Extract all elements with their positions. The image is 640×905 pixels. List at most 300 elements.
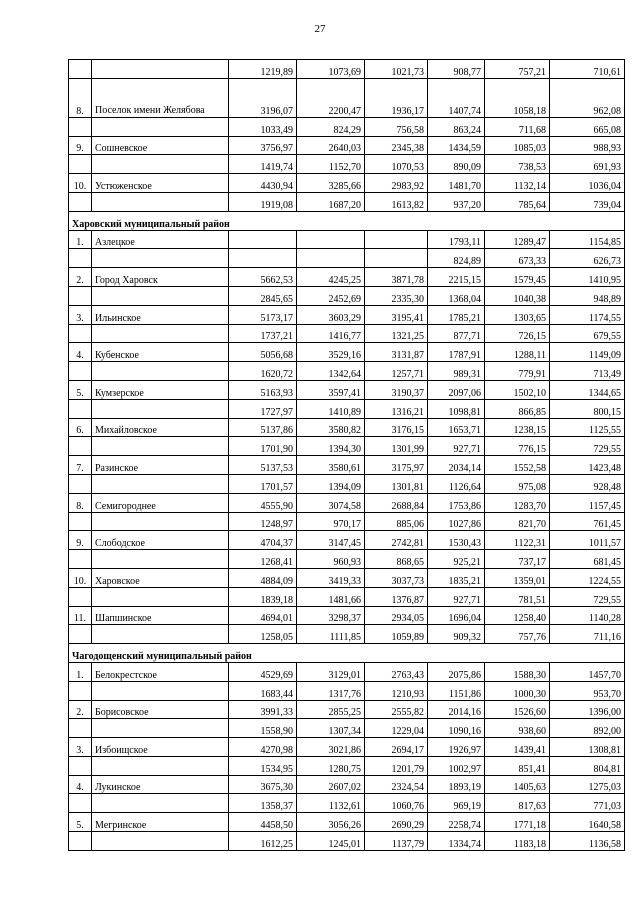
value-cell: 928,48 <box>550 474 625 493</box>
value-cell: 2335,30 <box>365 286 428 305</box>
value-cell: 2607,02 <box>297 775 365 794</box>
row-number <box>69 794 92 813</box>
table-row <box>69 832 625 851</box>
value-cell: 4529,69 <box>229 662 297 681</box>
value-cell: 1893,19 <box>428 775 485 794</box>
settlement-name: Борисовское <box>92 700 229 719</box>
district-name: Харовский муниципальный район <box>69 211 625 230</box>
value-cell: 3195,41 <box>365 305 428 324</box>
value-cell: 3871,78 <box>365 268 428 287</box>
row-number <box>69 512 92 531</box>
settlement-name <box>92 192 229 211</box>
value-cell: 691,93 <box>550 155 625 174</box>
value-cell: 2688,84 <box>365 493 428 512</box>
row-number: 1. <box>69 230 92 249</box>
value-cell: 711,68 <box>485 117 550 136</box>
value-cell <box>297 230 365 249</box>
value-cell: 1303,65 <box>485 305 550 324</box>
value-cell: 927,71 <box>428 587 485 606</box>
value-cell: 3675,30 <box>229 775 297 794</box>
settlement-name <box>92 681 229 700</box>
value-cell: 1530,43 <box>428 531 485 550</box>
value-cell: 1394,09 <box>297 474 365 493</box>
value-cell: 1839,18 <box>229 587 297 606</box>
value-cell: 3175,97 <box>365 456 428 475</box>
settlement-name <box>92 512 229 531</box>
value-cell: 1376,87 <box>365 587 428 606</box>
value-cell: 1653,71 <box>428 418 485 437</box>
value-cell: 3756,97 <box>229 136 297 155</box>
settlement-name <box>92 286 229 305</box>
value-cell <box>229 230 297 249</box>
value-cell: 1701,57 <box>229 474 297 493</box>
value-cell: 2934,05 <box>365 606 428 625</box>
table-row <box>69 380 625 399</box>
settlement-name: Азлецкое <box>92 230 229 249</box>
value-cell: 938,60 <box>485 719 550 738</box>
value-cell: 1640,58 <box>550 813 625 832</box>
value-cell: 1070,53 <box>365 155 428 174</box>
settlement-name: Семигороднее <box>92 493 229 512</box>
value-cell: 1419,74 <box>229 155 297 174</box>
row-number: 10. <box>69 174 92 193</box>
value-cell: 1140,28 <box>550 606 625 625</box>
table-row <box>69 399 625 418</box>
value-cell: 1526,60 <box>485 700 550 719</box>
value-cell: 1579,45 <box>485 268 550 287</box>
value-cell: 713,49 <box>550 362 625 381</box>
settlement-name <box>92 794 229 813</box>
settlement-name: Белокрестское <box>92 662 229 681</box>
value-cell: 800,15 <box>550 399 625 418</box>
value-cell: 1588,30 <box>485 662 550 681</box>
value-cell: 821,70 <box>485 512 550 531</box>
value-cell: 1926,97 <box>428 738 485 757</box>
value-cell: 1149,09 <box>550 343 625 362</box>
settlement-name: Кубенское <box>92 343 229 362</box>
value-cell: 1073,69 <box>297 60 365 79</box>
table-row <box>69 512 625 531</box>
row-number: 4. <box>69 343 92 362</box>
settlement-name: Харовское <box>92 568 229 587</box>
value-cell: 909,32 <box>428 625 485 644</box>
value-cell: 3603,29 <box>297 305 365 324</box>
value-cell: 2097,06 <box>428 380 485 399</box>
value-cell: 892,00 <box>550 719 625 738</box>
row-number: 4. <box>69 775 92 794</box>
value-cell: 681,45 <box>550 550 625 569</box>
value-cell: 1434,59 <box>428 136 485 155</box>
value-cell: 2855,25 <box>297 700 365 719</box>
row-number <box>69 832 92 851</box>
row-number: 2. <box>69 700 92 719</box>
value-cell: 1502,10 <box>485 380 550 399</box>
row-number: 5. <box>69 813 92 832</box>
table-row <box>69 268 625 287</box>
value-cell: 3021,86 <box>297 738 365 757</box>
settlement-name <box>92 756 229 775</box>
value-cell: 1407,74 <box>428 78 485 117</box>
value-cell: 4245,25 <box>297 268 365 287</box>
row-number: 8. <box>69 493 92 512</box>
value-cell: 5137,86 <box>229 418 297 437</box>
settlement-name: Михайловское <box>92 418 229 437</box>
row-number: 2. <box>69 268 92 287</box>
value-cell: 1358,37 <box>229 794 297 813</box>
table-row <box>69 662 625 681</box>
value-cell: 1280,75 <box>297 756 365 775</box>
settlement-name <box>92 362 229 381</box>
value-cell: 1058,18 <box>485 78 550 117</box>
settlement-name <box>92 437 229 456</box>
settlement-name <box>92 587 229 606</box>
settlement-name <box>92 625 229 644</box>
row-number <box>69 362 92 381</box>
settlement-name: Разинское <box>92 456 229 475</box>
value-cell: 1245,01 <box>297 832 365 851</box>
row-number <box>69 756 92 775</box>
value-cell: 1033,49 <box>229 117 297 136</box>
settlement-name: Слободское <box>92 531 229 550</box>
value-cell: 1368,04 <box>428 286 485 305</box>
settlement-name: Шапшинское <box>92 606 229 625</box>
value-cell: 1344,65 <box>550 380 625 399</box>
value-cell: 3190,37 <box>365 380 428 399</box>
value-cell: 1439,41 <box>485 738 550 757</box>
table-row <box>69 550 625 569</box>
district-header-row <box>69 644 625 663</box>
value-cell: 3298,37 <box>297 606 365 625</box>
table-row <box>69 719 625 738</box>
value-cell: 1753,86 <box>428 493 485 512</box>
value-cell: 5662,53 <box>229 268 297 287</box>
value-cell <box>229 249 297 268</box>
value-cell: 2258,74 <box>428 813 485 832</box>
value-cell: 877,71 <box>428 324 485 343</box>
value-cell: 989,31 <box>428 362 485 381</box>
value-cell: 1289,47 <box>485 230 550 249</box>
value-cell: 1257,71 <box>365 362 428 381</box>
value-cell: 1727,97 <box>229 399 297 418</box>
row-number <box>69 399 92 418</box>
settlement-name <box>92 399 229 418</box>
value-cell: 4694,01 <box>229 606 297 625</box>
value-cell: 2345,38 <box>365 136 428 155</box>
value-cell: 3147,45 <box>297 531 365 550</box>
value-cell: 1534,95 <box>229 756 297 775</box>
table-row <box>69 418 625 437</box>
value-cell: 3129,01 <box>297 662 365 681</box>
value-cell: 2742,81 <box>365 531 428 550</box>
value-cell: 1394,30 <box>297 437 365 456</box>
row-number: 3. <box>69 738 92 757</box>
value-cell: 1152,70 <box>297 155 365 174</box>
value-cell: 729,55 <box>550 587 625 606</box>
value-cell: 757,76 <box>485 625 550 644</box>
value-cell: 1132,14 <box>485 174 550 193</box>
district-header-row <box>69 211 625 230</box>
value-cell: 726,15 <box>485 324 550 343</box>
table-row <box>69 192 625 211</box>
value-cell: 866,85 <box>485 399 550 418</box>
value-cell: 890,09 <box>428 155 485 174</box>
value-cell: 1132,61 <box>297 794 365 813</box>
value-cell: 626,73 <box>550 249 625 268</box>
value-cell: 5137,53 <box>229 456 297 475</box>
district-name: Чагодощенский муниципальный район <box>69 644 625 663</box>
value-cell: 673,33 <box>485 249 550 268</box>
value-cell: 962,08 <box>550 78 625 117</box>
table-row <box>69 136 625 155</box>
value-cell: 1405,63 <box>485 775 550 794</box>
table-row <box>69 756 625 775</box>
table-row <box>69 155 625 174</box>
row-number <box>69 625 92 644</box>
table-row <box>69 60 625 79</box>
tariff-table <box>68 59 625 851</box>
value-cell: 710,61 <box>550 60 625 79</box>
value-cell: 908,77 <box>428 60 485 79</box>
table-row <box>69 230 625 249</box>
table-body <box>69 60 625 851</box>
value-cell: 756,58 <box>365 117 428 136</box>
settlement-name <box>92 155 229 174</box>
table-row <box>69 587 625 606</box>
value-cell: 2215,15 <box>428 268 485 287</box>
value-cell: 1021,73 <box>365 60 428 79</box>
table-row <box>69 794 625 813</box>
row-number <box>69 587 92 606</box>
row-number <box>69 719 92 738</box>
settlement-name <box>92 249 229 268</box>
table-row <box>69 117 625 136</box>
table-row <box>69 324 625 343</box>
value-cell: 3037,73 <box>365 568 428 587</box>
value-cell: 3131,87 <box>365 343 428 362</box>
value-cell: 779,91 <box>485 362 550 381</box>
value-cell: 2690,29 <box>365 813 428 832</box>
value-cell: 2452,69 <box>297 286 365 305</box>
value-cell: 2075,86 <box>428 662 485 681</box>
row-number <box>69 437 92 456</box>
table-row <box>69 78 625 117</box>
value-cell: 761,45 <box>550 512 625 531</box>
value-cell: 3285,66 <box>297 174 365 193</box>
row-number <box>69 249 92 268</box>
table-row <box>69 343 625 362</box>
value-cell: 1040,38 <box>485 286 550 305</box>
table-row <box>69 456 625 475</box>
value-cell: 4555,90 <box>229 493 297 512</box>
value-cell: 925,21 <box>428 550 485 569</box>
value-cell: 1283,70 <box>485 493 550 512</box>
table-row <box>69 606 625 625</box>
value-cell: 1481,66 <box>297 587 365 606</box>
value-cell: 679,55 <box>550 324 625 343</box>
value-cell: 776,15 <box>485 437 550 456</box>
value-cell: 1027,86 <box>428 512 485 531</box>
value-cell: 3176,15 <box>365 418 428 437</box>
settlement-name: Город Харовск <box>92 268 229 287</box>
table-row <box>69 531 625 550</box>
settlement-name <box>92 474 229 493</box>
value-cell: 988,93 <box>550 136 625 155</box>
value-cell: 1737,21 <box>229 324 297 343</box>
row-number: 1. <box>69 662 92 681</box>
settlement-name: Устюженское <box>92 174 229 193</box>
value-cell: 2763,43 <box>365 662 428 681</box>
row-number <box>69 60 92 79</box>
value-cell: 711,16 <box>550 625 625 644</box>
table-row <box>69 681 625 700</box>
settlement-name: Кумзерское <box>92 380 229 399</box>
row-number <box>69 681 92 700</box>
value-cell: 1011,57 <box>550 531 625 550</box>
value-cell: 2983,92 <box>365 174 428 193</box>
row-number: 6. <box>69 418 92 437</box>
value-cell: 1919,08 <box>229 192 297 211</box>
value-cell: 2034,14 <box>428 456 485 475</box>
value-cell: 729,55 <box>550 437 625 456</box>
settlement-name <box>92 719 229 738</box>
value-cell: 1359,01 <box>485 568 550 587</box>
value-cell: 1126,64 <box>428 474 485 493</box>
value-cell: 817,63 <box>485 794 550 813</box>
value-cell: 1696,04 <box>428 606 485 625</box>
value-cell: 953,70 <box>550 681 625 700</box>
value-cell <box>297 249 365 268</box>
settlement-name: Ильинское <box>92 305 229 324</box>
value-cell: 1317,76 <box>297 681 365 700</box>
value-cell: 3529,16 <box>297 343 365 362</box>
table-row <box>69 286 625 305</box>
value-cell: 1416,77 <box>297 324 365 343</box>
table-row <box>69 174 625 193</box>
value-cell: 1090,16 <box>428 719 485 738</box>
value-cell: 1183,18 <box>485 832 550 851</box>
value-cell: 5056,68 <box>229 343 297 362</box>
row-number: 8. <box>69 78 92 117</box>
value-cell: 5163,93 <box>229 380 297 399</box>
value-cell: 804,81 <box>550 756 625 775</box>
value-cell: 1334,74 <box>428 832 485 851</box>
row-number: 3. <box>69 305 92 324</box>
value-cell: 1683,44 <box>229 681 297 700</box>
settlement-name: Мегринское <box>92 813 229 832</box>
value-cell: 1288,11 <box>485 343 550 362</box>
value-cell: 3419,33 <box>297 568 365 587</box>
value-cell: 1219,89 <box>229 60 297 79</box>
value-cell: 1787,91 <box>428 343 485 362</box>
value-cell: 785,64 <box>485 192 550 211</box>
value-cell: 2324,54 <box>365 775 428 794</box>
value-cell: 1151,86 <box>428 681 485 700</box>
value-cell: 3196,07 <box>229 78 297 117</box>
value-cell: 1342,64 <box>297 362 365 381</box>
value-cell: 1835,21 <box>428 568 485 587</box>
value-cell: 937,20 <box>428 192 485 211</box>
value-cell: 5173,17 <box>229 305 297 324</box>
table-row <box>69 249 625 268</box>
value-cell: 960,93 <box>297 550 365 569</box>
row-number <box>69 324 92 343</box>
settlement-name: Лукинское <box>92 775 229 794</box>
value-cell: 1122,31 <box>485 531 550 550</box>
value-cell: 824,29 <box>297 117 365 136</box>
row-number <box>69 474 92 493</box>
row-number: 5. <box>69 380 92 399</box>
table-row <box>69 437 625 456</box>
value-cell: 1000,30 <box>485 681 550 700</box>
value-cell: 1229,04 <box>365 719 428 738</box>
value-cell <box>365 230 428 249</box>
value-cell: 1785,21 <box>428 305 485 324</box>
value-cell: 1423,48 <box>550 456 625 475</box>
settlement-name <box>92 60 229 79</box>
value-cell: 975,08 <box>485 474 550 493</box>
value-cell: 885,06 <box>365 512 428 531</box>
value-cell: 970,17 <box>297 512 365 531</box>
value-cell: 1481,70 <box>428 174 485 193</box>
value-cell: 3056,26 <box>297 813 365 832</box>
value-cell: 4270,98 <box>229 738 297 757</box>
value-cell: 2014,16 <box>428 700 485 719</box>
value-cell: 1307,34 <box>297 719 365 738</box>
value-cell: 1248,97 <box>229 512 297 531</box>
value-cell: 824,89 <box>428 249 485 268</box>
row-number: 9. <box>69 136 92 155</box>
value-cell: 1301,99 <box>365 437 428 456</box>
value-cell: 1258,40 <box>485 606 550 625</box>
value-cell: 1154,85 <box>550 230 625 249</box>
table-row <box>69 813 625 832</box>
value-cell: 3074,58 <box>297 493 365 512</box>
table-row <box>69 625 625 644</box>
value-cell: 1396,00 <box>550 700 625 719</box>
value-cell: 1201,79 <box>365 756 428 775</box>
row-number: 9. <box>69 531 92 550</box>
row-number: 11. <box>69 606 92 625</box>
settlement-name: Избоищское <box>92 738 229 757</box>
value-cell: 948,89 <box>550 286 625 305</box>
value-cell: 4458,50 <box>229 813 297 832</box>
value-cell: 1613,82 <box>365 192 428 211</box>
table-row <box>69 493 625 512</box>
value-cell: 737,17 <box>485 550 550 569</box>
value-cell: 739,04 <box>550 192 625 211</box>
value-cell: 1275,03 <box>550 775 625 794</box>
value-cell: 1002,97 <box>428 756 485 775</box>
value-cell: 1224,55 <box>550 568 625 587</box>
value-cell: 1210,93 <box>365 681 428 700</box>
value-cell: 868,65 <box>365 550 428 569</box>
value-cell: 927,71 <box>428 437 485 456</box>
row-number <box>69 155 92 174</box>
value-cell: 1136,58 <box>550 832 625 851</box>
settlement-name <box>92 550 229 569</box>
table-row <box>69 362 625 381</box>
settlement-name: Сошневское <box>92 136 229 155</box>
value-cell: 781,51 <box>485 587 550 606</box>
value-cell: 2640,03 <box>297 136 365 155</box>
value-cell: 1457,70 <box>550 662 625 681</box>
value-cell: 1771,18 <box>485 813 550 832</box>
value-cell: 1701,90 <box>229 437 297 456</box>
value-cell: 1308,81 <box>550 738 625 757</box>
value-cell: 1793,11 <box>428 230 485 249</box>
value-cell: 1620,72 <box>229 362 297 381</box>
table-row <box>69 775 625 794</box>
